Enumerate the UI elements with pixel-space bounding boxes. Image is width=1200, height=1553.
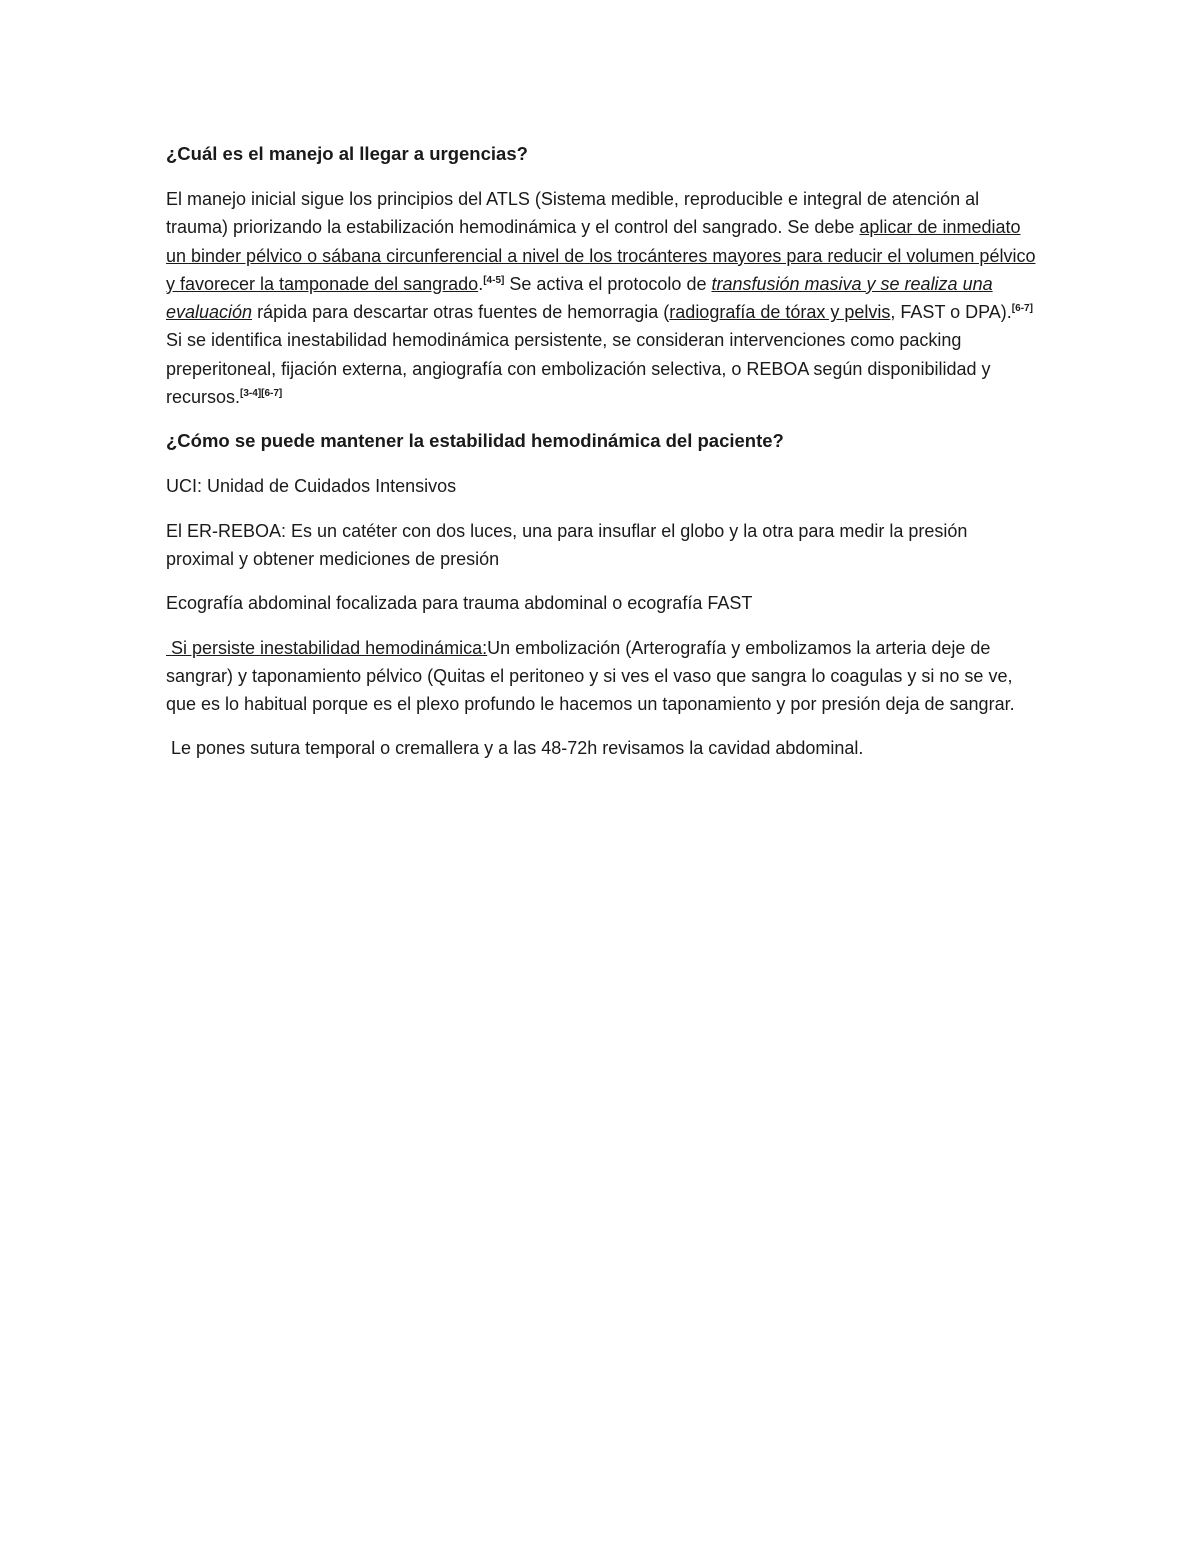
- text-span: rápida para descartar otras fuentes de hemorragia (: [252, 302, 670, 323]
- paragraph-uci: UCI: Unidad de Cuidados Intensivos: [166, 476, 457, 497]
- underlined-text: aplicar de inmediato un binder pélvico o sábana circunferencial a nivel de los trocánteres mayores para reducir el volumen pélvico y favorecer la tamponade del sangrado: [166, 217, 1036, 294]
- citation-ref: [4-5]: [483, 274, 505, 286]
- heading-estabilidad-hemodinamica: ¿Cómo se puede mantener la estabilidad hemodinámica del paciente?: [166, 430, 784, 452]
- underlined-text: Si persiste inestabilidad hemodinámica:: [166, 637, 488, 658]
- paragraph-inestabilidad: [166, 634, 1038, 719]
- text-span: .: [478, 273, 484, 294]
- text-span: El ER-REBOA: [166, 520, 282, 541]
- document-body: [166, 140, 1038, 779]
- text-span: El manejo inicial sigue los principios del ATLS (Sistema medible, reproducible e integral de atención al trauma) priorizando la estabilización hemodinámica y el control del sangrado. Se debe: [166, 189, 980, 238]
- paragraph-sutura: Le pones sutura temporal o cremallera y a las 48-72h revisamos la cavidad abdominal.: [166, 738, 864, 759]
- underlined-italic-text: transfusión masiva y se realiza una evaluación: [166, 273, 993, 323]
- text-span: Un embolización (Arterografía y embolizamos la arteria deje de sangrar) y taponamiento pélvico (Quitas el peritoneo y si ves el vaso que sangra lo coagulas y si no se ve, que es lo habitual porque es el plexo profundo le hacemos un taponamiento y por presión deja de sangrar.: [166, 637, 1015, 715]
- paragraph-er-reboa: [166, 517, 1038, 574]
- citation-ref: [3-4][6-7]: [240, 388, 283, 400]
- text-span: : Es un catéter con dos luces, una para insuflar el globo y la otra para medir la presión proximal y obtener mediciones de presión: [166, 520, 968, 569]
- paragraph-manejo-inicial: [166, 185, 1038, 411]
- text-span: Si se identifica inestabilidad hemodinámica persistente, se consideran intervenciones como packing preperitoneal, fijación externa, angiografía con embolización selectiva, o REBOA según disponibilidad y recursos.: [166, 330, 991, 408]
- text-span: Se activa el protocolo de: [504, 273, 712, 294]
- citation-ref: [6-7]: [1011, 303, 1033, 315]
- paragraph-ecografia: Ecografía abdominal focalizada para trauma abdominal o ecografía FAST: [166, 593, 753, 614]
- heading-manejo-urgencias: ¿Cuál es el manejo al llegar a urgencias?: [166, 143, 528, 164]
- underlined-text: radiografía de tórax y pelvis: [669, 302, 891, 323]
- text-span: , FAST o DPA).: [890, 302, 1012, 323]
